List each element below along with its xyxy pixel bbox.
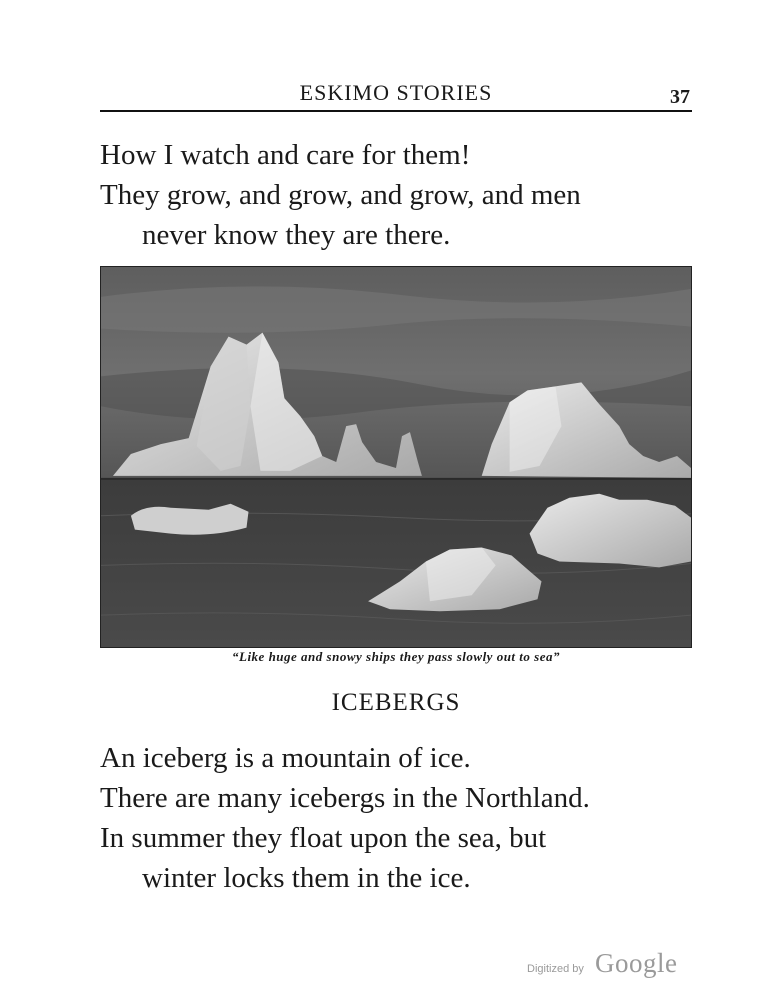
digitized-watermark <box>527 948 717 988</box>
verse-top <box>100 135 700 255</box>
header-rule <box>100 110 692 112</box>
verse-line: winter locks them in the ice. <box>142 862 471 894</box>
running-title: ESKIMO STORIES <box>299 80 493 105</box>
illustration-caption: “Like huge and snowy ships they pass slowly out to sea” <box>232 649 560 664</box>
iceberg-picture <box>101 267 691 647</box>
verse-line: How I watch and care for them! <box>100 139 471 171</box>
verse-line: An iceberg is a mountain of ice. <box>100 742 471 774</box>
verse-line: In summer they float upon the sea, but <box>100 822 547 854</box>
verse-line: never know they are there. <box>142 219 451 251</box>
verse-line: There are many icebergs in the Northland. <box>100 782 590 814</box>
running-head <box>100 76 692 110</box>
verse-line: They grow, and grow, and grow, and men <box>100 179 581 211</box>
page-number: 37 <box>670 86 690 108</box>
iceberg-illustration <box>100 266 692 648</box>
verse-icebergs <box>100 738 700 898</box>
section-heading: ICEBERGS <box>331 689 461 716</box>
google-logo: Google <box>595 948 678 978</box>
watermark-prefix: Digitized by <box>527 963 584 975</box>
